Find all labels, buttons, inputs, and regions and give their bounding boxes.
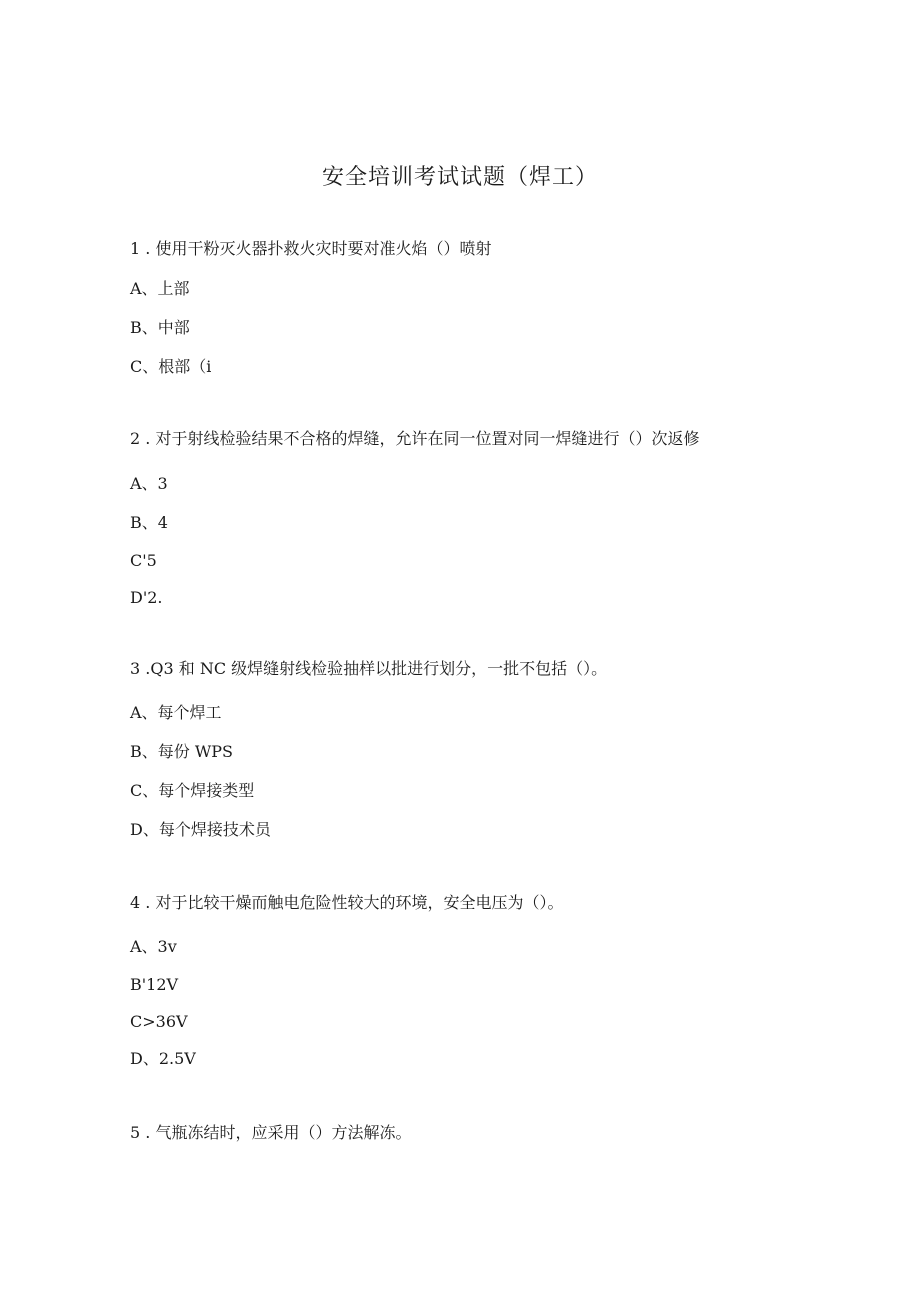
question-1-option-b: B、中部 bbox=[130, 318, 190, 337]
question-4-text: 4 . 对于比较干燥而触电危险性较大的环境，安全电压为（）。 bbox=[130, 893, 564, 912]
question-4-option-c: C>36V bbox=[130, 1012, 188, 1031]
question-3-option-d: D、每个焊接技术员 bbox=[130, 820, 271, 839]
question-3-text: 3 .Q3 和 NC 级焊缝射线检验抽样以批进行划分，一批不包括（）。 bbox=[130, 659, 608, 678]
question-1-option-c: C、根部（i bbox=[130, 357, 212, 376]
question-1-option-a: A、上部 bbox=[130, 279, 190, 298]
question-2-option-a: A、3 bbox=[130, 474, 168, 493]
question-3-option-b: B、每份 WPS bbox=[130, 742, 234, 761]
question-2-option-b: B、4 bbox=[130, 513, 168, 532]
question-2-option-d: D'2. bbox=[130, 588, 163, 607]
question-5-text: 5 . 气瓶冻结时，应采用（）方法解冻。 bbox=[130, 1123, 412, 1142]
question-1-text: 1 . 使用干粉灭火器扑救火灾时要对准火焰（）喷射 bbox=[130, 239, 492, 258]
question-4-option-d: D、2.5V bbox=[130, 1049, 196, 1068]
page-title: 安全培训考试试题（焊工） bbox=[321, 165, 598, 190]
question-3-option-a: A、每个焊工 bbox=[130, 703, 222, 722]
question-4-option-a: A、3v bbox=[130, 937, 177, 956]
question-2-text: 2 . 对于射线检验结果不合格的焊缝，允许在同一位置对同一焊缝进行（）次返修 bbox=[130, 429, 700, 448]
question-3-option-c: C、每个焊接类型 bbox=[130, 781, 255, 800]
question-2-option-c: C'5 bbox=[130, 551, 157, 570]
question-4-option-b: B'12V bbox=[130, 975, 179, 994]
